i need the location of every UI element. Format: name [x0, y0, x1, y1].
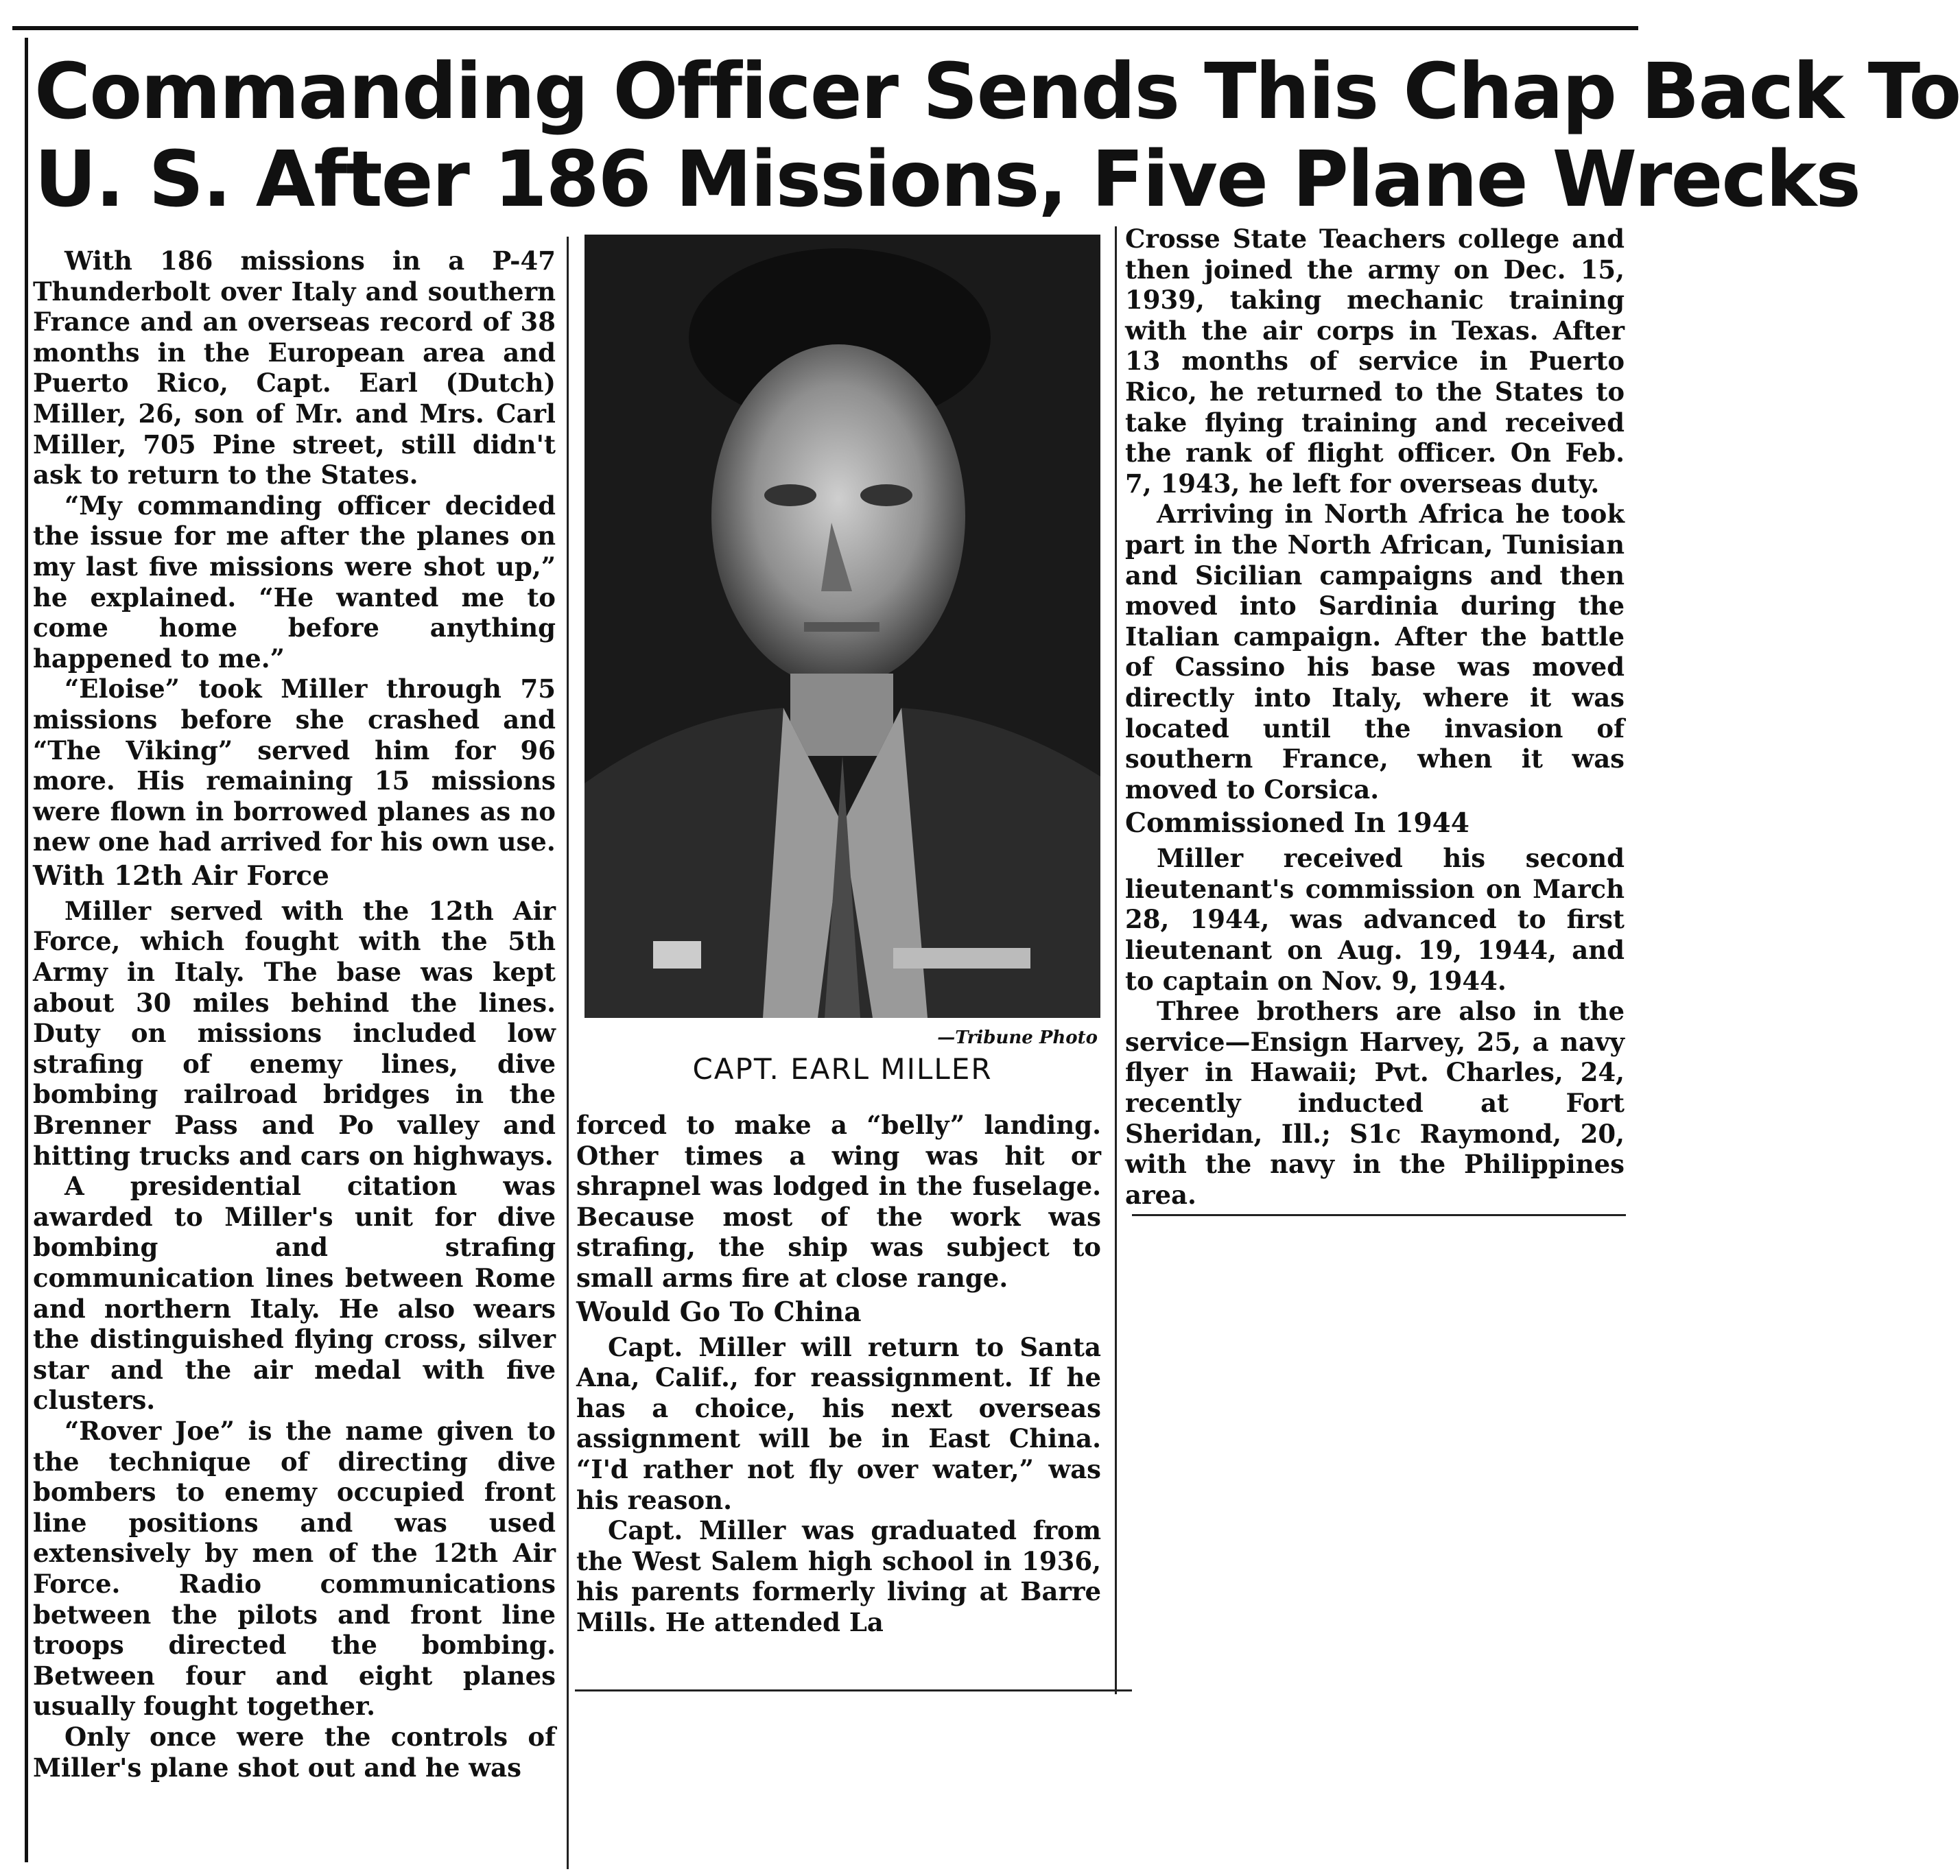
paragraph: Miller served with the 12th Air Force, which fought with the 5th Army in Italy. The base was kept about 30 miles behind the lines. Duty on missions included low strafing of enemy lines, dive bombing railroad bridges in the Brenner Pass and Po valley and hitting trucks and cars on highways.: [33, 895, 556, 1171]
photo-caption: CAPT. EARL MILLER: [692, 1052, 993, 1086]
subheading: Commissioned In 1944: [1125, 807, 1469, 840]
subheading: Would Go To China: [576, 1296, 862, 1328]
paragraph: “My commanding officer decided the issue for me after the planes on my last five missions were shot up,” he explained. “He wanted me to come home before anything happened to me.”: [33, 490, 556, 674]
paragraph: A presidential citation was awarded to Miller's unit for dive bombing and strafing communication lines between Rome and northern Italy. He also wears the distinguished flying cross, silver star and the air medal with five clusters.: [33, 1171, 556, 1416]
article-column-3: [1125, 224, 1625, 1210]
paragraph: Capt. Miller was graduated from the West Salem high school in 1936, his parents formerly living at Barre Mills. He attended La: [576, 1515, 1101, 1637]
paragraph: Only once were the controls of Miller's plane shot out and he was: [33, 1721, 556, 1783]
column-end-rule: [575, 1689, 1132, 1691]
paragraph: Capt. Miller will return to Santa Ana, Calif., for reassignment. If he has a choice, his next overseas assignment will be in East China. “I'd rather not fly over water,” was his reason.: [576, 1331, 1101, 1515]
headline-line-2: U. S. After 186 Missions, Five Plane Wrecks: [34, 135, 1860, 224]
paragraph: Three brothers are also in the service—Ensign Harvey, 25, a navy flyer in Hawaii; Pvt. Charles, 24, recently inducted at Fort Sheridan, Ill.; S1c Raymond, 20, with the navy in the Philippines area.: [1125, 996, 1625, 1210]
top-rule: [12, 26, 1638, 30]
paragraph: Crosse State Teachers college and then joined the army on Dec. 15, 1939, taking mechanic training with the air corps in Texas. After 13 months of service in Puerto Rico, he returned to the States to take flying training and received the rank of flight officer. On Feb. 7, 1943, he left for overseas duty.: [1125, 224, 1625, 499]
paragraph: “Eloise” took Miller through 75 missions before she crashed and “The Viking” served him for 96 more. His remaining 15 missions were flown in borrowed planes as no new one had arrived for his own use.: [33, 674, 556, 857]
portrait-photo: [585, 235, 1100, 1018]
paragraph: “Rover Joe” is the name given to the technique of directing dive bombers to enemy occupied front line positions and was used extensively by men of the 12th Air Force. Radio communications between the pilots and front line troops directed the bombing. Between four and eight planes usually fought together.: [33, 1415, 556, 1722]
article-column-1: [33, 246, 556, 1783]
paragraph: forced to make a “belly” landing. Other times a wing was hit or shrapnel was lodged in the fuselage. Because most of the work was strafing, the ship was subject to small arms fire at close range.: [576, 1110, 1101, 1293]
paragraph: Arriving in North Africa he took part in the North African, Tunisian and Sicilian campaigns and then moved into Sardinia during the Italian campaign. After the battle of Cassino his base was moved directly into Italy, where it was located until the invasion of southern France, when it was moved to Corsica.: [1125, 499, 1625, 805]
subheading: With 12th Air Force: [33, 859, 329, 892]
column-divider: [1115, 226, 1117, 1694]
portrait-illustration: [585, 235, 1100, 1018]
left-column-rule: [25, 38, 28, 1862]
photo-credit: —Tribune Photo: [937, 1028, 1098, 1048]
column-end-rule: [1132, 1214, 1626, 1216]
article-column-2: [576, 1110, 1101, 1638]
paragraph: With 186 missions in a P-47 Thunderbolt over Italy and southern France and an overseas record of 38 months in the European area and Puerto Rico, Capt. Earl (Dutch) Miller, 26, son of Mr. and Mrs. Carl Miller, 705 Pine street, still didn't ask to return to the States.: [33, 246, 556, 490]
column-divider: [567, 237, 569, 1869]
headline-line-1: Commanding Officer Sends This Chap Back To: [34, 47, 1960, 136]
headline: [34, 47, 1960, 224]
paragraph: Miller received his second lieutenant's commission on March 28, 1944, was advanced to first lieutenant on Aug. 19, 1944, and to captain on Nov. 9, 1944.: [1125, 843, 1625, 996]
